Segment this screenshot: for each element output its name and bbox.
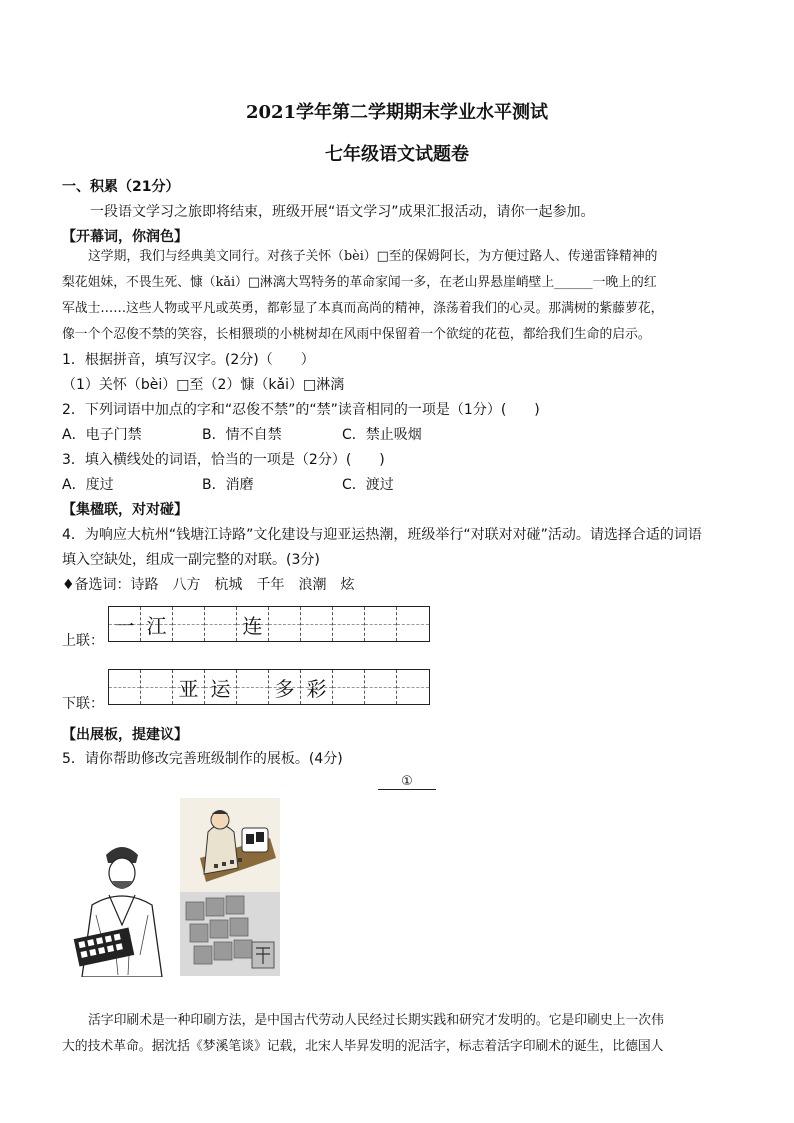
printing-paragraph xyxy=(62,1008,730,1060)
exam-title: 2021学年第二学期期末学业水平测试 xyxy=(245,102,549,123)
upper-couplet-label: 上联： xyxy=(62,633,104,649)
bi-sheng-illustration xyxy=(62,835,182,977)
couplet-cell[interactable]: 连 xyxy=(237,607,269,641)
couplet-cell[interactable]: 运 xyxy=(205,670,237,704)
couplet-cell[interactable] xyxy=(365,670,397,704)
couplet-cell[interactable] xyxy=(333,607,365,641)
couplet-cell[interactable]: 一 xyxy=(109,607,141,641)
lower-couplet-grid xyxy=(108,669,430,705)
part-heading-board: 【出展板，提建议】 xyxy=(62,727,188,743)
paragraph-line: 大的技术革命。据沈括《梦溪笔谈》记载，北宋人毕昇发明的泥活字，标志着活字印刷术的诞生，比德国人 xyxy=(62,1039,664,1054)
couplet-cell[interactable] xyxy=(141,670,173,704)
candidate-words: ♦备选词：诗路 八方 杭城 千年 浪潮 炫 xyxy=(62,577,355,593)
couplet-cell[interactable]: 彩 xyxy=(301,670,333,704)
paragraph-line: 梨花姐妹，不畏生死、慷（kǎi）□淋漓大骂特务的革命家闻一多，在老山界悬崖峭壁上______一晚上的红 xyxy=(62,275,657,290)
question-1: 1．根据拼音，填写汉字。(2分)（ ） xyxy=(62,352,315,368)
option-c: C．禁止吸烟 xyxy=(342,427,422,443)
option-a: A．电子门禁 xyxy=(62,427,142,443)
paragraph-line: 像一个个忍俊不禁的笑容，长相猥琐的小桃树却在风雨中保留着一个欲绽的花苞，都给我们生命的启示。 xyxy=(62,327,651,342)
type-worker-illustration xyxy=(180,798,280,892)
couplet-cell[interactable] xyxy=(301,607,333,641)
couplet-cell[interactable] xyxy=(365,607,397,641)
upper-couplet-grid xyxy=(108,606,430,642)
couplet-cell[interactable]: 多 xyxy=(269,670,301,704)
question-3: 3．填入横线处的词语，恰当的一项是（2分）( ) xyxy=(62,452,385,468)
section-heading: 一、积累（21分） xyxy=(62,179,180,195)
paragraph-line: 这学期，我们与经典美文同行。对孩子关怀（bèi）□至的保姆阿长，为方便过路人、传递雷锋精神的 xyxy=(88,249,658,264)
question-5: 5．请你帮助修改完善班级制作的展板。(4分) xyxy=(62,751,343,767)
question-3-options xyxy=(62,474,482,494)
blank-marker: ① xyxy=(401,774,413,789)
part-heading-couplet: 【集楹联，对对碰】 xyxy=(62,502,188,518)
couplet-cell[interactable] xyxy=(269,607,301,641)
couplet-cell[interactable]: 江 xyxy=(141,607,173,641)
couplet-cell[interactable] xyxy=(397,670,429,704)
question-4-line1: 4．为响应大杭州“钱塘江诗路”文化建设与迎亚运热潮，班级举行“对联对对碰”活动。请选择合适的词语 xyxy=(62,527,702,543)
option-c: C．渡过 xyxy=(342,477,394,493)
part-heading-opening: 【开幕词，你润色】 xyxy=(62,229,188,245)
option-b: B．情不自禁 xyxy=(202,427,282,443)
question-1-items: （1）关怀（bèi）□至（2）慷（kǎi）□淋漓 xyxy=(62,377,345,393)
couplet-cell[interactable]: 亚 xyxy=(173,670,205,704)
paragraph-line: 军战士……这些人物或平凡或英勇，都彰显了本真而高尚的精神，涤荡着我们的心灵。那满树的紫藤萝花， xyxy=(62,301,664,316)
board-title-blank[interactable] xyxy=(378,774,436,790)
intro-text: 一段语文学习之旅即将结束，班级开展“语文学习”成果汇报活动，请你一起参加。 xyxy=(90,204,595,220)
opening-paragraph xyxy=(62,244,730,348)
couplet-cell[interactable] xyxy=(173,607,205,641)
question-2-options xyxy=(62,424,482,444)
couplet-cell[interactable] xyxy=(205,607,237,641)
question-4-line2: 填入空缺处，组成一副完整的对联。(3分) xyxy=(62,552,320,568)
couplet-cell[interactable] xyxy=(333,670,365,704)
option-a: A．度过 xyxy=(62,477,114,493)
exam-subtitle: 七年级语文试题卷 xyxy=(325,144,469,165)
paragraph-line: 活字印刷术是一种印刷方法，是中国古代劳动人民经过长期实践和研究才发明的。它是印刷史上一次伟 xyxy=(88,1013,664,1028)
question-2: 2．下列词语中加点的字和“忍俊不禁”的“禁”读音相同的一项是（1分）( ) xyxy=(62,402,540,418)
movable-type-illustration xyxy=(180,892,280,976)
couplet-cell[interactable] xyxy=(397,607,429,641)
lower-couplet-label: 下联： xyxy=(62,696,104,712)
option-b: B．消磨 xyxy=(202,477,254,493)
couplet-cell[interactable] xyxy=(109,670,141,704)
couplet-cell[interactable] xyxy=(237,670,269,704)
